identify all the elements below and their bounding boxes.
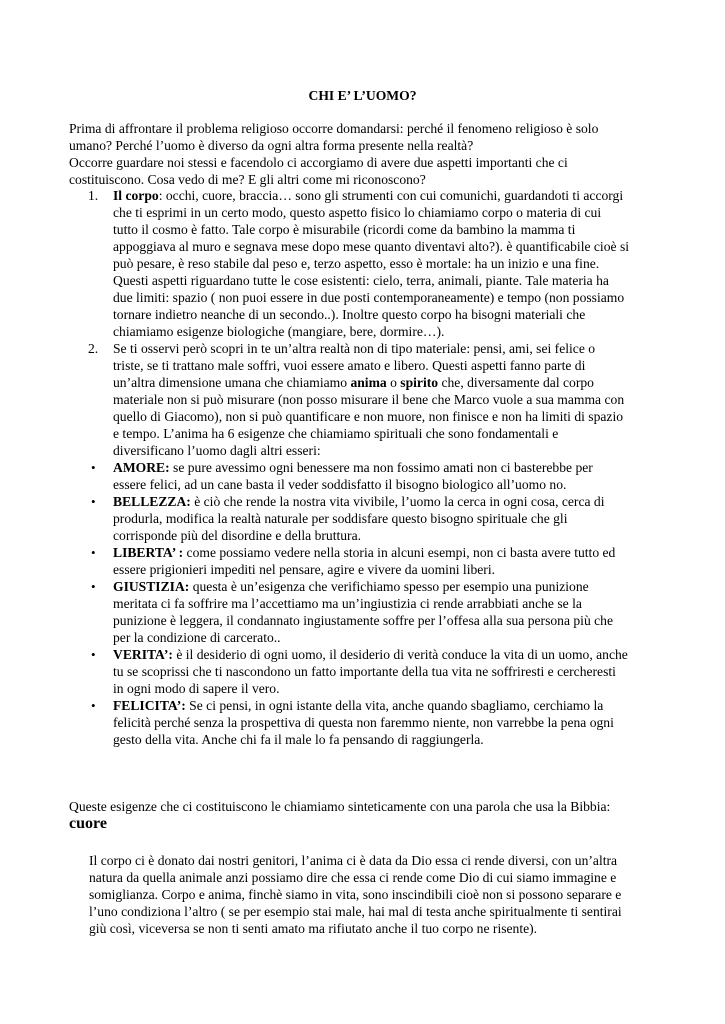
bullet-term: FELICITA’:: [113, 698, 186, 713]
list-number: 1.: [88, 188, 99, 203]
bullet-icon: •: [91, 647, 96, 662]
item-text: : occhi, cuore, braccia… sono gli strumenti con cui comunichi, guardandoti ti accorgi che ti esprimi in un certo modo, questo aspetto fisico lo chiamiamo corpo o materia di cui tutto il cosmo è fatto. Tale corpo è misurabile (ricordi come da bambino la mamma ti appoggiava al muro e segnava mese dopo mese quanto diventavi alto?). è quantificabile cioè si può pesare, è reso stabile dal peso e, terzo aspetto, esso è mortale: ha un inizio e una fine. Questi aspetti riguardano tutte le cose esistenti: cielo, terra, animali, piante. Tale materia ha due limiti: spazio ( non puoi essere in due posti contemporaneamente) e tempo (non possiamo tornare indietro neanche di un secondo..). Inoltre questo corpo ha bisogni materiali che chiamiamo esigenze biologiche (mangiare, bere, dormire…).: [113, 188, 630, 339]
bullet-icon: •: [91, 579, 96, 594]
bullet-icon: •: [91, 698, 96, 713]
bullet-text: è il desiderio di ogni uomo, il desiderio di verità conduce la vita di un uomo, anche tu se scoprissi che ti nascondono un fatto importante della tua vita ne soffriresti e cercheresti in ogni modo di sapere il vero.: [113, 647, 628, 696]
list-item-corpo: [69, 187, 629, 340]
bullet-term: LIBERTA’ :: [113, 545, 184, 560]
list-item-anima: [69, 340, 629, 459]
bullet-text: è ciò che rende la nostra vita vivibile, l’uomo la cerca in ogni cosa, cerca di produrla, modifica la realtà naturale per soddisfare questo bisogno spirituale che gli corrisponde più del disordine e della bruttura.: [113, 494, 605, 543]
keyword-cuore: cuore: [69, 815, 107, 832]
bullet-icon: •: [91, 545, 96, 560]
term-corpo: Il corpo: [113, 188, 159, 203]
numbered-list: [69, 187, 629, 748]
closing-paragraph: [69, 798, 629, 832]
intro: [69, 120, 629, 188]
bullet-item-amore: [69, 459, 629, 493]
bullet-item-bellezza: [69, 493, 629, 544]
item-text: che, diversamente dal corpo materiale non si può misurare (non posso misurare il bene che Marco vuole a sua mamma con quello di Giacomo), non si può quantificare e non muore, non finisce e non ha limiti di spazio e tempo. L’anima ha 6 esigenze che chiamiamo spirituali che sono fondamentali e diversificano l’uomo dagli altri esseri:: [113, 375, 625, 458]
bullet-item-giustizia: [69, 578, 629, 646]
bullet-item-verita: [69, 646, 629, 697]
item-text: o: [386, 375, 401, 390]
bullet-text: come possiamo vedere nella storia in alcuni esempi, non ci basta avere tutto ed essere prigionieri impediti nel pensare, agire e vivere da uomini liberi.: [113, 545, 616, 577]
closing-text: Queste esigenze che ci costituiscono le chiamiamo sinteticamente con una parola che usa la Bibbia:: [69, 799, 611, 814]
item-text: Se ti osservi però scopri in te un’altra realtà non di tipo materiale: pensi, ami, sei felice o triste, se ti trattano male soffri, vuoi essere amato e libero. Questi aspetti fanno parte di un’altra dimensione umana che chiamiamo: [113, 341, 596, 390]
bullet-item-liberta: [69, 544, 629, 578]
bullet-term: BELLEZZA:: [113, 494, 191, 509]
bullet-term: GIUSTIZIA:: [113, 579, 190, 594]
bullet-icon: •: [91, 460, 96, 475]
intro-paragraph-1: Prima di affrontare il problema religioso occorre domandarsi: perché il fenomeno religioso è solo umano? Perché l’uomo è diverso da ogni altra forma presente nella realtà?: [69, 121, 599, 153]
bullet-text: questa è un’esigenza che verifichiamo spesso per esempio una punizione meritata ci fa soffrire ma l’accettiamo ma un’ingiustizia ci rende arrabbiati anche se la punizione è leggera, il condannato ingiustamente soffre per l’offesa alla sua persona più che per la condizione di carcerato..: [113, 579, 614, 645]
bullet-icon: •: [91, 494, 96, 509]
bullet-text: Se ci pensi, in ogni istante della vita, anche quando sbagliamo, cerchiamo la felicità perché senza la prospettiva di questa non faremmo niente, non varrebbe la pena ogni gesto della vita. Anche chi fa il male lo fa pensando di raggiungerla.: [113, 698, 614, 747]
list-number: 2.: [88, 341, 99, 356]
bullet-list: [69, 459, 629, 748]
final-paragraph: Il corpo ci è donato dai nostri genitori, l’anima ci è data da Dio essa ci rende diversi, con un’altra natura da quella animale anzi possiamo dire che essa ci rende come Dio di cui siamo immagine e somiglianza. Corpo e anima, finchè siamo in vita, sono inscindibili cioè non si possono separare e l’uno condiziona l’altro ( se per esempio stai male, hai mal di testa anche spiritualmente ti sentirai giù così, viceversa se non ti senti amato ma rifiutato anche il tuo corpo ne risente).: [89, 853, 622, 936]
bullet-term: AMORE:: [113, 460, 170, 475]
term-spirito: spirito: [400, 375, 439, 390]
bullet-item-felicita: [69, 697, 629, 748]
intro-paragraph-2: Occorre guardare noi stessi e facendolo ci accorgiamo di avere due aspetti importanti che ci costituiscono. Cosa vedo di me? E gli altri come mi riconoscono?: [69, 155, 568, 187]
bullet-text: se pure avessimo ogni benessere ma non fossimo amati non ci basterebbe per essere felici, ad un cane basta il veder soddisfatto il bisogno biologico all’uomo no.: [113, 460, 593, 492]
page-title: CHI E’ L’UOMO?: [308, 88, 417, 103]
bullet-term: VERITA’:: [113, 647, 173, 662]
bullets-container: [69, 459, 629, 748]
term-anima: anima: [350, 375, 387, 390]
